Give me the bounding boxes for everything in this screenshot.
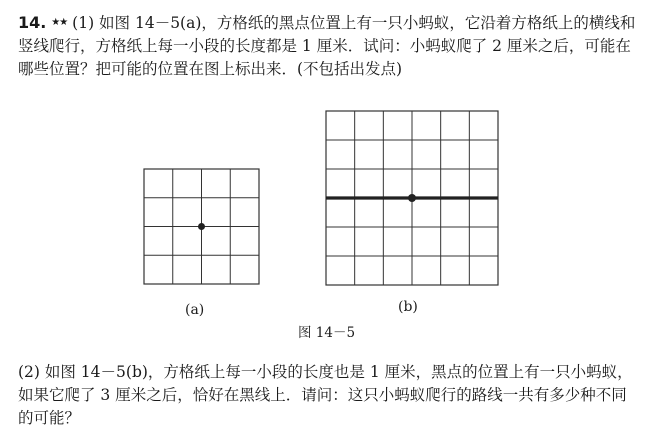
part2-text: (2) 如图 14－5(b)，方格纸上每一小段的长度也是 1 厘米，黑点的位置上有一只小蚂蚁，如果它爬了 3 厘米之后，恰好在黑线上．请问：这只小蚂蚁爬行的路线一共有多少种不同的可能？	[18, 363, 633, 427]
question-part2	[18, 361, 640, 430]
figure-b-grid	[326, 111, 498, 285]
caption-a: (a)	[185, 302, 205, 318]
question-part1	[18, 11, 640, 81]
part1-text: (1) 如图 14－5(a)，方格纸的黑点位置上有一只小蚂蚁，它沿着方格纸上的横线和竖线爬行，方格纸上每一小段的长度都是 1 厘米．试问：小蚂蚁爬了 2 厘米之后，可能在哪些位置？把可能的位置在图上标出来．(不包括出发点)	[18, 14, 636, 78]
figure-caption: 图 14－5	[298, 325, 356, 341]
caption-b: (b)	[398, 299, 418, 315]
question-number: 14.	[18, 13, 47, 32]
difficulty-stars-icon: ★★	[51, 17, 68, 28]
figure-a-grid	[144, 169, 259, 284]
ant-dot-a	[198, 223, 205, 230]
ant-dot-b	[408, 194, 416, 202]
